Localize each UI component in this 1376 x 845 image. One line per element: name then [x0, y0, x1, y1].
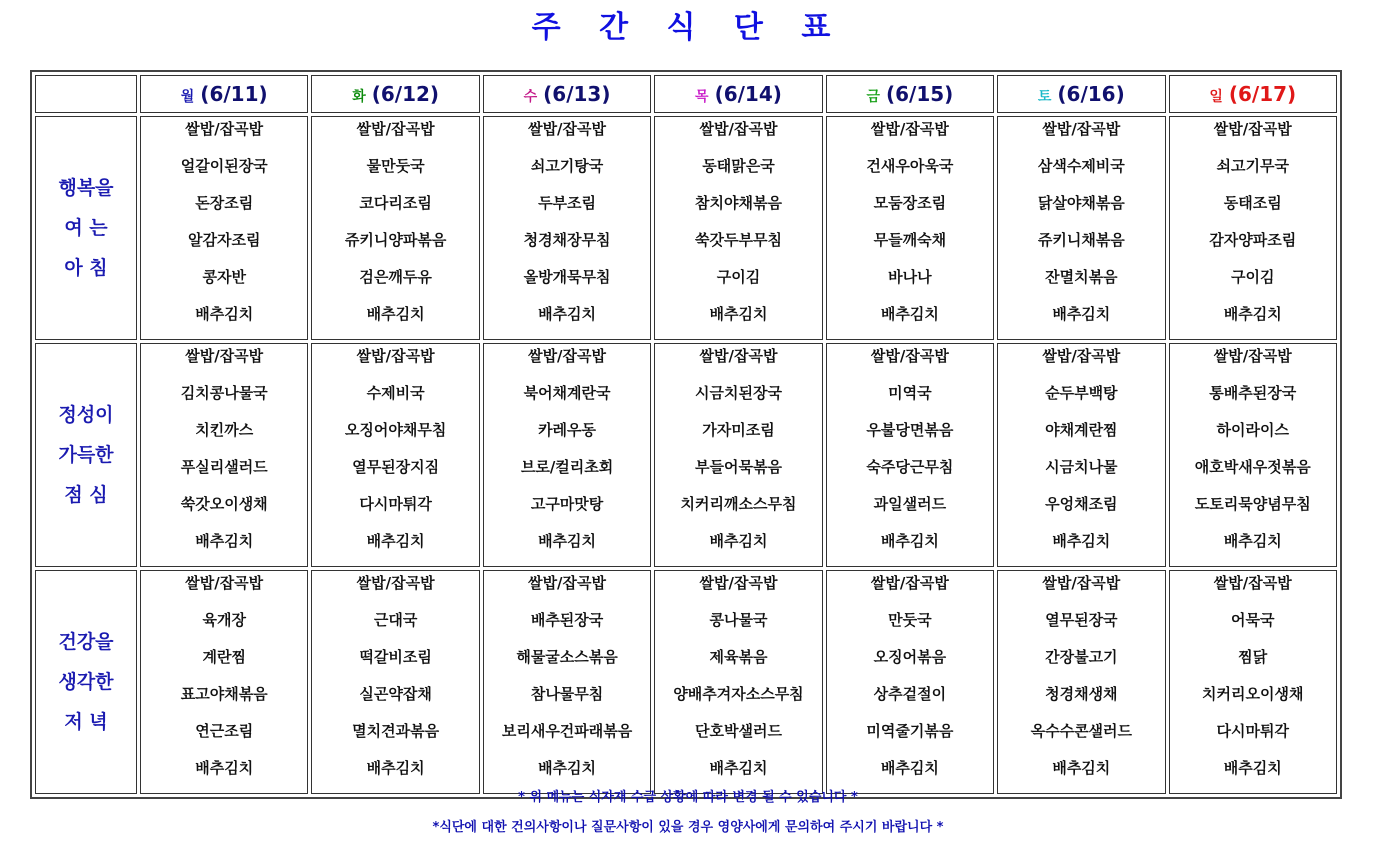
dish-item: 연근조림 [195, 722, 254, 740]
menu-cell-thu [654, 116, 822, 340]
dish-item: 무들깨숙채 [873, 231, 947, 249]
dish-item: 배추김치 [538, 759, 597, 777]
dish-item: 삼색수제비국 [1037, 157, 1125, 175]
dish-item: 참치야채볶음 [695, 194, 782, 212]
dish-item: 쑥갓두부무침 [695, 231, 782, 249]
dish-item: 열무된장지짐 [352, 458, 440, 476]
dish-item: 오징어볶음 [873, 648, 947, 666]
dish-item: 우불당면볶음 [866, 421, 954, 439]
meal-label-line: 정성이 [58, 404, 114, 426]
dish-item: 얼갈이된장국 [180, 157, 268, 175]
menu-cell-mon [140, 570, 308, 794]
dish-item: 배추된장국 [530, 611, 604, 629]
meal-row-dinner [35, 570, 1337, 794]
dish-item: 브로/컬리초회 [520, 458, 614, 476]
day-glyph: 금 [866, 89, 880, 105]
dish-item: 쌀밥/잡곡밥 [356, 347, 435, 365]
day-date: (6/14) [714, 82, 782, 106]
menu-cell-tue [311, 116, 479, 340]
dish-item: 구이김 [716, 268, 761, 286]
dish-item: 쑥갓오이생채 [180, 495, 268, 513]
dish-item: 다시마튀각 [359, 495, 432, 513]
notice-line: * 위 메뉴는 식자재 수급 상황에 따라 변경 될 수 있습니다 * [518, 790, 858, 805]
dish-item: 쌀밥/잡곡밥 [870, 347, 949, 365]
dish-item: 치커리깨소스무침 [680, 495, 797, 513]
dish-item: 쌀밥/잡곡밥 [1213, 574, 1292, 592]
dish-item: 과일샐러드 [873, 495, 947, 513]
dish-item: 배추김치 [709, 532, 768, 550]
dish-item: 육개장 [202, 611, 246, 629]
menu-cell-thu [654, 343, 822, 567]
day-glyph: 토 [1037, 89, 1052, 105]
dish-item: 미역국 [888, 384, 932, 402]
day-glyph: 수 [523, 89, 538, 105]
menu-cell-sat [997, 116, 1165, 340]
meal-label-line: 점 심 [64, 484, 108, 506]
dish-item: 쌀밥/잡곡밥 [185, 347, 264, 365]
header-row [35, 75, 1337, 113]
meal-label [35, 570, 137, 794]
dish-item: 야채계란찜 [1045, 421, 1118, 439]
day-glyph: 월 [180, 89, 195, 105]
dish-item: 배추김치 [366, 305, 425, 323]
dish-item: 옥수수콘샐러드 [1030, 722, 1133, 740]
dish-item: 쌀밥/잡곡밥 [1042, 347, 1121, 365]
dish-item: 해물굴소스볶음 [516, 648, 618, 666]
dish-item: 쌀밥/잡곡밥 [528, 120, 607, 138]
day-header-tue [311, 75, 479, 113]
dish-item: 감자양파조림 [1209, 231, 1297, 249]
dish-item: 쌀밥/잡곡밥 [699, 347, 778, 365]
dish-item: 양배추겨자소스무침 [673, 685, 804, 703]
day-header-thu [654, 75, 822, 113]
day-date: (6/15) [885, 82, 954, 106]
dish-item: 배추김치 [538, 305, 597, 323]
day-header-wed [483, 75, 651, 113]
dish-item: 멸치견과볶음 [352, 722, 440, 740]
dish-item: 두부조림 [538, 194, 597, 212]
menu-cell-sun [1169, 343, 1337, 567]
meal-label-line: 건강을 [58, 631, 114, 653]
dish-item: 찜닭 [1238, 648, 1268, 666]
dish-item: 돈장조림 [195, 194, 254, 212]
menu-cell-wed [483, 116, 651, 340]
dish-item: 배추김치 [1052, 532, 1111, 550]
dish-item: 쌀밥/잡곡밥 [699, 120, 778, 138]
dish-item: 물만둣국 [366, 157, 425, 175]
dish-item: 배추김치 [709, 305, 768, 323]
dish-item: 푸실리샐러드 [180, 458, 268, 476]
dish-item: 쌀밥/잡곡밥 [1042, 574, 1121, 592]
dish-item: 쇠고기무국 [1216, 157, 1289, 175]
dish-item: 다시마튀각 [1216, 722, 1289, 740]
dish-item: 어묵국 [1231, 611, 1275, 629]
dish-item: 배추김치 [1223, 532, 1282, 550]
dish-item: 단호박샐러드 [695, 722, 782, 740]
dish-item: 쌀밥/잡곡밥 [185, 574, 264, 592]
menu-cell-thu [654, 570, 822, 794]
dish-item: 구이김 [1231, 268, 1275, 286]
dish-item: 쌀밥/잡곡밥 [356, 574, 435, 592]
menu-cell-sun [1169, 570, 1337, 794]
dish-item: 배추김치 [1223, 305, 1282, 323]
day-date: (6/12) [371, 82, 440, 106]
day-date: (6/13) [543, 82, 611, 106]
dish-item: 우엉채조림 [1045, 495, 1118, 513]
dish-item: 제육볶음 [709, 648, 768, 666]
meal-label [35, 116, 137, 340]
dish-item: 배추김치 [195, 532, 254, 550]
menu-cell-tue [311, 343, 479, 567]
dish-item: 배추김치 [366, 759, 425, 777]
dish-item: 카레우동 [538, 421, 597, 439]
dish-item: 배추김치 [195, 759, 254, 777]
dish-item: 쌀밥/잡곡밥 [356, 120, 435, 138]
menu-cell-wed [483, 570, 651, 794]
menu-cell-wed [483, 343, 651, 567]
dish-item: 고구마맛탕 [530, 495, 604, 513]
dish-item: 쌀밥/잡곡밥 [528, 574, 607, 592]
dish-item: 북어채계란국 [523, 384, 611, 402]
day-date: (6/16) [1057, 82, 1125, 106]
day-glyph: 화 [352, 89, 366, 105]
dish-item: 배추김치 [195, 305, 254, 323]
meal-label-line: 저 녁 [64, 711, 108, 733]
dish-item: 시금치나물 [1045, 458, 1118, 476]
page-title: 주 간 식 단 표 [531, 10, 845, 45]
dish-item: 알감자조림 [187, 231, 261, 249]
day-date: (6/11) [200, 82, 268, 106]
dish-item: 청경채장무침 [523, 231, 611, 249]
menu-cell-fri [826, 570, 994, 794]
meal-label [35, 343, 137, 567]
dish-item: 오징어야채무침 [344, 421, 447, 439]
dish-item: 청경채생채 [1045, 685, 1118, 703]
dish-item: 근대국 [373, 611, 418, 629]
dish-item: 콩나물국 [709, 611, 768, 629]
dish-item: 동태맑은국 [702, 157, 775, 175]
dish-item: 상추겉절이 [873, 685, 947, 703]
day-header-sat [997, 75, 1165, 113]
dish-item: 통배추된장국 [1209, 384, 1297, 402]
dish-item: 닭살야채볶음 [1037, 194, 1125, 212]
dish-item: 만둣국 [888, 611, 932, 629]
dish-item: 배추김치 [366, 532, 425, 550]
dish-item: 쥬키니채볶음 [1037, 231, 1125, 249]
dish-item: 부들어묵볶음 [695, 458, 782, 476]
day-header-mon [140, 75, 308, 113]
dish-item: 표고야채볶음 [180, 685, 268, 703]
menu-cell-fri [826, 343, 994, 567]
meal-label-line: 여 는 [64, 217, 108, 239]
dish-item: 쌀밥/잡곡밥 [185, 120, 264, 138]
menu-cell-sun [1169, 116, 1337, 340]
dish-item: 배추김치 [880, 305, 939, 323]
corner-cell [35, 75, 137, 113]
dish-item: 실곤약잡채 [359, 685, 432, 703]
dish-item: 하이라이스 [1216, 421, 1289, 439]
day-header-sun [1169, 75, 1337, 113]
dish-item: 쌀밥/잡곡밥 [870, 574, 949, 592]
dish-item: 동태조림 [1223, 194, 1282, 212]
day-glyph: 목 [695, 89, 709, 105]
dish-item: 쇠고기탕국 [530, 157, 604, 175]
dish-item: 검은깨두유 [359, 268, 432, 286]
dish-item: 계란찜 [202, 648, 246, 666]
meal-label-line: 생각한 [58, 671, 114, 693]
meal-body [35, 116, 1337, 794]
dish-item: 떡갈비조림 [359, 648, 432, 666]
dish-item: 열무된장국 [1045, 611, 1118, 629]
menu-cell-tue [311, 570, 479, 794]
dish-item: 수제비국 [366, 384, 425, 402]
dish-item: 쌀밥/잡곡밥 [528, 347, 607, 365]
day-date: (6/17) [1228, 82, 1297, 106]
menu-cell-sat [997, 570, 1165, 794]
dish-item: 시금치된장국 [695, 384, 782, 402]
dish-item: 순두부백탕 [1045, 384, 1118, 402]
meal-label-line: 가득한 [58, 444, 114, 466]
dish-item: 배추김치 [1052, 759, 1111, 777]
menu-cell-sat [997, 343, 1165, 567]
meal-label-line: 아 침 [64, 257, 108, 279]
dish-item: 올방개묵무침 [523, 268, 611, 286]
meal-row-breakfast [35, 116, 1337, 340]
day-glyph: 일 [1209, 89, 1223, 105]
weekly-menu-table [30, 70, 1342, 799]
dish-item: 배추김치 [1223, 759, 1282, 777]
dish-item: 치킨까스 [195, 421, 254, 439]
dish-item: 바나나 [888, 268, 932, 286]
dish-item: 보리새우건파래볶음 [501, 722, 633, 740]
dish-item: 숙주당근무침 [866, 458, 954, 476]
dish-item: 배추김치 [880, 759, 939, 777]
dish-item: 쌀밥/잡곡밥 [1213, 120, 1292, 138]
dish-item: 배추김치 [538, 532, 597, 550]
menu-cell-fri [826, 116, 994, 340]
dish-item: 잔멸치볶음 [1045, 268, 1118, 286]
dish-item: 가자미조림 [702, 421, 775, 439]
dish-item: 애호박새우젓볶음 [1194, 458, 1311, 476]
notice-line: *식단에 대한 건의사항이나 질문사항이 있을 경우 영양사에게 문의하여 주시기 바랍니다 * [432, 820, 944, 835]
dish-item: 배추김치 [1052, 305, 1111, 323]
dish-item: 도토리묵양념무침 [1194, 495, 1311, 513]
day-header-fri [826, 75, 994, 113]
dish-item: 김치콩나물국 [180, 384, 268, 402]
menu-cell-mon [140, 343, 308, 567]
dish-item: 쌀밥/잡곡밥 [1042, 120, 1121, 138]
meal-row-lunch [35, 343, 1337, 567]
dish-item: 배추김치 [880, 532, 939, 550]
dish-item: 치커리오이생채 [1202, 685, 1304, 703]
dish-item: 모둠장조림 [873, 194, 947, 212]
dish-item: 참나물무침 [530, 685, 604, 703]
dish-item: 쌀밥/잡곡밥 [699, 574, 778, 592]
dish-item: 건새우아욱국 [866, 157, 954, 175]
dish-item: 배추김치 [709, 759, 768, 777]
meal-label-line: 행복을 [58, 177, 114, 199]
dish-item: 코다리조림 [359, 194, 432, 212]
menu-cell-mon [140, 116, 308, 340]
dish-item: 쌀밥/잡곡밥 [870, 120, 949, 138]
dish-item: 콩자반 [202, 268, 246, 286]
dish-item: 쥬키니양파볶음 [344, 231, 447, 249]
dish-item: 미역줄기볶음 [866, 722, 954, 740]
dish-item: 쌀밥/잡곡밥 [1213, 347, 1292, 365]
dish-item: 간장불고기 [1045, 648, 1118, 666]
